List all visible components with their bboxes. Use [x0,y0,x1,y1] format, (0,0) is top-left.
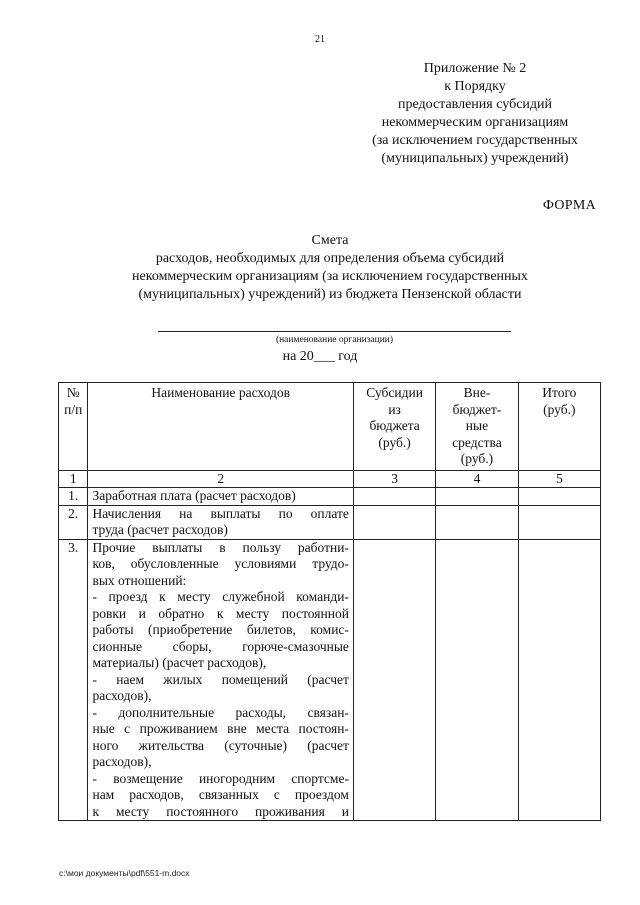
expense-name-line: сионные сборы, горюче-смазочные [92,638,349,654]
expense-name-line: к месту постоянного проживания и [92,803,349,819]
header-text: п/п [64,401,83,417]
header-text: ные [465,418,489,433]
subsidy-cell[interactable] [353,505,435,539]
title-heading: Смета [311,233,349,248]
budget-table [58,382,601,821]
header-text: средства [452,434,502,450]
expense-name-line: Заработная плата (расчет расходов) [92,488,296,503]
expense-name-line: материалы) (расчет расходов), [92,655,267,670]
column-index-cell: 4 [436,470,518,488]
expense-name-line: Начисления на выплаты по оплате [92,505,349,521]
column-index-cell: 1 [59,470,88,488]
row-number: 3. [59,539,88,821]
header-total [518,383,600,471]
header-text: Итого [542,385,577,400]
subsidy-cell[interactable] [353,539,435,821]
expense-name-line: ков, обусловленные условиями трудо- [92,556,349,571]
annex-block [330,60,620,168]
header-extra-budget [436,383,518,471]
header-text: Наименование расходов [151,385,291,400]
header-text: Субсидии [366,385,423,400]
file-path: c:\мои документы\pdf\551-m.docx [59,868,190,878]
expense-name-line: нам расходов, связанных с проездом [92,787,349,802]
extra-budget-cell[interactable] [436,539,518,821]
expense-name-line: - наем жилых помещений (расчет [92,671,349,687]
year-line: на 20___ год [282,349,358,364]
subsidy-cell[interactable] [353,488,435,506]
header-number [59,383,88,471]
header-budget-subsidy [353,383,435,471]
expense-name-line: ного жительства (суточные) (расчет [92,737,349,753]
expense-name-line: - дополнительные расходы, связан- [92,704,349,720]
column-index-cell: 2 [88,470,353,488]
header-text: бюджета [369,418,420,433]
expense-name-line: ровки и обратно к месту постоянной [92,605,349,621]
expense-name-cell [88,539,353,821]
title-line: некоммерческим организациям (за исключением государственных [132,269,528,284]
column-index-cell: 5 [518,470,600,488]
header-text: № [66,385,80,400]
forma-label: ФОРМА [542,198,596,213]
expense-name-line: ные с проживанием вне места постоян- [92,721,349,736]
header-text: (руб.) [460,451,494,466]
expense-name-line: вых отношений: [92,572,187,588]
title-line: расходов, необходимых для определения объема субсидий [155,251,505,266]
table-row [59,539,601,821]
expense-name-line: - возмещение иногородним спортсме- [92,770,349,786]
page-number: 21 [315,34,325,45]
expense-name-line: расходов), [92,688,152,703]
expense-name-line: Прочие выплаты в пользу работни- [92,539,349,555]
annex-line: к Порядку [444,79,506,94]
table-row [59,505,601,539]
annex-line: (муниципальных) учреждений) [381,151,569,166]
annex-line: Приложение № 2 [423,61,527,76]
extra-budget-cell[interactable] [436,505,518,539]
annex-line: (за исключением государственных [372,133,578,148]
total-cell[interactable] [518,488,600,506]
header-text: Вне- [463,385,491,400]
expense-name-cell [88,488,353,506]
annex-line: некоммерческим организациям [381,115,569,130]
organization-caption: (наименование организации) [275,335,394,345]
column-index-row [59,470,601,488]
expense-name-cell [88,505,353,539]
title-line: (муниципальных) учреждений) из бюджета Пензенской области [138,287,522,302]
expense-name-line: расходов), [92,754,152,769]
column-index-cell: 3 [353,470,435,488]
expense-name-line: труда (расчет расходов) [92,522,228,537]
header-expense-name [88,383,353,471]
header-text: бюджет- [452,401,502,417]
table-header-row [59,383,601,471]
row-number: 2. [59,505,88,539]
total-cell[interactable] [518,505,600,539]
expense-name-line: работы (приобретение билетов, комис- [92,622,349,637]
table-row [59,488,601,506]
document-title [60,232,600,304]
total-cell[interactable] [518,539,600,821]
organization-name-line [158,331,511,332]
extra-budget-cell[interactable] [436,488,518,506]
annex-line: предоставления субсидий [397,97,553,112]
expense-name-line: - проезд к месту служебной команди- [92,589,349,604]
header-text: (руб.) [543,401,576,417]
row-number: 1. [59,488,88,506]
header-text: из [388,401,401,417]
header-text: (руб.) [378,434,411,450]
